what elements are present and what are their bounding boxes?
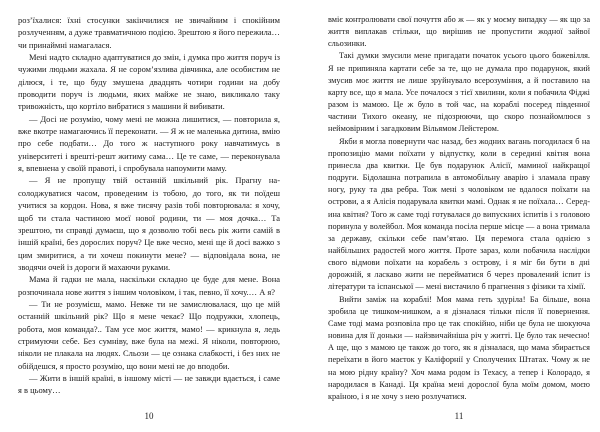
left-page	[18, 14, 280, 406]
page-number-right: 11	[454, 411, 464, 421]
paragraph: Вийти заміж на кораблі! Моя мама геть здуріла! Ба більше, вона зробила це тишком-нишком, а я дізналася тільки після її повернення. Саме тоді мама розповіла про це так спокійно, ніби це була не шокуюча новина для її доньки — найзвичайніша річ у житті. Це було так нечесно! А ще, що з мамою це також до того, як я дізналася, що мама збирається переїхати в його маєток у Каліфорнії у Сполучених Штатах. Чому ж не на мою рідну країну? Хоч мама родом із Техасу, а тепер і Колорадо, я народилася в Канаді. Ця країна мені дорослої була моїм домом, моєю країною, і я не хочу з нею розлучатися.	[328, 294, 590, 401]
paragraph: роз’їхалися: їхні стосунки закінчилися не звичайним і спокійним розлученням, а дуже травматичною подією. Зрештою я його пережила… чи принаймні намагалася.	[18, 15, 280, 50]
right-page	[328, 14, 590, 406]
paragraph: — Я не пропущу твій останній шкільний рік. Прагну насолоджуватися часом, проведеним із тобою, до того, як ти поїдеш учитися за кордон. Нова, я вже тисячу разів тобі повторювала: я хочу, щоб ти стала частиною моєї нової родини, ти — моя дочка… Та зрештою, ти справді думаєш, що я дозволю тобі весь рік жити самій в іншій країні, без дорослих поруч? Це вже чесно, мені ще й досі важко з цим змиритися, а ти хочеш покинути мене? — відповідала вона, не зводячи очей із дороги й махаючи руками.	[18, 175, 280, 272]
paragraph: — Досі не розумію, чому мені не можна лишитися, — повторила я, вже вкотре намагаючись її переконати. — Я ж не маленька дитина, вмію про себе подбати… До того ж наступного року навчатимусь в університеті і врешті-решт житиму сама… Це те саме, — переконувала я, впевнена у своїй правоті, і спробувала напоумити маму.	[18, 113, 280, 174]
paragraph: вміє контролювати свої почуття або ж — як у моєму випадку — як що за життя виплакав стільки, що вирішив не пропустити жодної зайвої сльозинки.	[328, 15, 590, 49]
paragraph: — Ти не розумієш, мамо. Невже ти не замислювалася, що це мій останній шкільний рік? Що я мене чекає? Що подружки, хлопець, робота, моя команда?.. Там усе моє життя, мамо! — крикнула я, ледь стримуючи себе. Без сумніву, вже була на межі. Я ніколи, повторюю, ніколи не плакала на людях. Сльози — це ознака слабкості, і без них не обійдешся, я просто розумію, що вони мені не до вподоби.	[18, 298, 280, 371]
page-number-left: 10	[144, 411, 154, 421]
paragraph: Такі думки змусили мене пригадати початок усього цього божевілля. Я не припиняла картати себе за те, що не думала про подарунок, який змусив моє життя не лише зруйнувало всерозуміння, а й поставило на карту все, що я мала. Усе почалося з тієї хвилини, коли я побачила Фіджі разом із мамою. Це ж було в той час, на кораблі посеред південної частини Тихого океану, не підозрюючи, що скоро познайомлюся з неймовірним і загадковим Вільямом Лейстером.	[328, 51, 590, 134]
paragraph: — Жити в іншій країні, в іншому місті — не завжди вдається, і саме я в цьому…	[18, 372, 280, 396]
paragraph: Мені надто складно адаптуватися до змін, і думка про життя поруч із чужими людьми жахала. Я не сором’язлива дівчинка, але особистим не ділюся, і те, що буду змушена двадцять чотири години на добу проводити поруч із людьми, яких майже не знаю, викликало таку тривожність, що кортіло вибратися з машини й вибивати.	[18, 52, 280, 112]
paragraph: Якби я могла повернути час назад, без жодних вагань погодилася б на пропозицію мами поїхати у відпустку, коли в середині квітня вона принесла два квитки. Це був подарунок Алісії, маминої найкращої подруги. Бідолашна потрапила в автомобільну аварію і зламала праву ногу, руку та два ребра. Тож мені з чоловіком не вдалося поїхати на острови, а я Алісія подарувала квитки мамі. Однак я не поїхала… Середина квітня? Того ж саме тоді готувалася до випускних іспитів і з головою поринула у волейбол. Моя команда посіла перше місце — а вона тримала за державу, скільки себе пам’ятаю. Ця перемога стала однією з найбільших радостей мого життя. Проте зараз, коли побачила наслідки свого відмови поїхати на корабель з острову, і я міг би бути в дні дорожній, я ласкаво жити не перейматися б через провалений іспит із літератури та іспанської — мені вистачило б прагнення з фізики та хімії.	[328, 136, 590, 292]
paragraph: Мама й гадки не мала, наскільки складно це буде для мене. Вона розпочинала нове життя з іншим чоловіком, і так, певно, її хочу.… А я?	[18, 274, 280, 297]
